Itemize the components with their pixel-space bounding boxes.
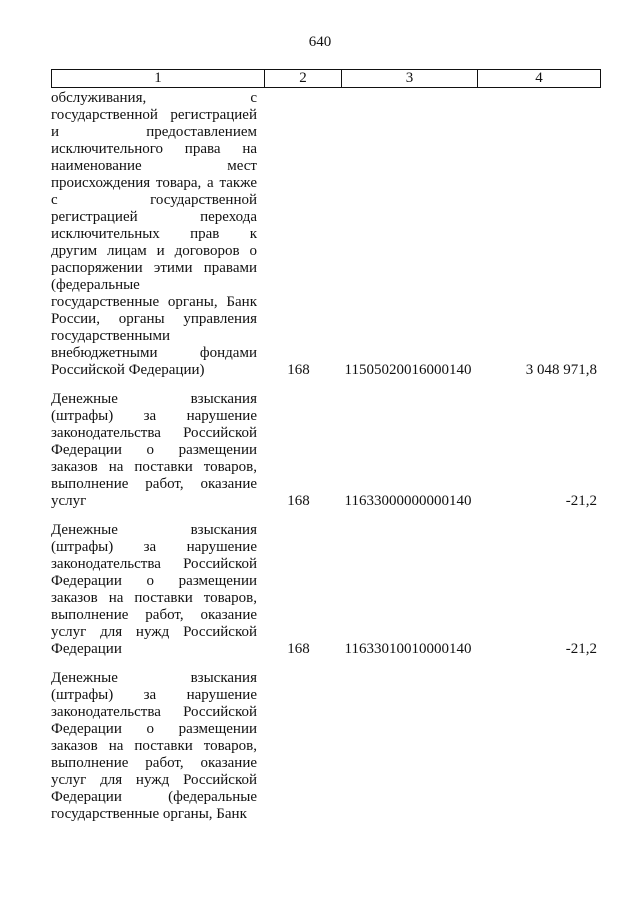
table-row xyxy=(51,670,601,823)
description-line: исключительных прав к xyxy=(51,226,257,242)
description-line: обслуживания, с xyxy=(51,90,257,106)
admin-code: 168 xyxy=(287,362,310,378)
description-line: наименование мест xyxy=(51,158,257,174)
header-col-2: 2 xyxy=(264,70,341,87)
description-line: Федерации о размещении xyxy=(51,573,257,589)
budget-classification-code: 11633010010000140 xyxy=(344,641,472,657)
header-col-3: 3 xyxy=(341,70,477,87)
description-line: Денежные взыскания xyxy=(51,522,257,538)
table-header-row xyxy=(51,69,601,88)
row-description xyxy=(51,391,257,510)
description-line: Денежные взыскания xyxy=(51,391,257,407)
description-line: государственной регистрацией xyxy=(51,107,257,123)
table-row xyxy=(51,391,601,510)
description-line: Федерации xyxy=(51,641,122,657)
description-line: услуг xyxy=(51,493,87,509)
description-line: услуг для нужд Российской xyxy=(51,624,257,640)
row-description xyxy=(51,522,257,658)
header-col-1: 1 xyxy=(154,70,162,86)
description-line: выполнение работ, оказание xyxy=(51,476,257,492)
description-line: законодательства Российской xyxy=(51,704,257,720)
description-line: выполнение работ, оказание xyxy=(51,607,257,623)
budget-classification-code: 11505020016000140 xyxy=(344,362,472,378)
description-line: исключительного права на xyxy=(51,141,257,157)
description-line: другим лицам и договоров о xyxy=(51,243,257,259)
description-line: услуг для нужд Российской xyxy=(51,772,257,788)
description-line: с государственной xyxy=(51,192,257,208)
description-line: (штрафы) за нарушение xyxy=(51,687,257,703)
description-line: Федерации о размещении xyxy=(51,721,257,737)
description-line: заказов на поставки товаров, xyxy=(51,459,257,475)
description-line: распоряжении этими правами xyxy=(51,260,257,276)
budget-table xyxy=(51,69,601,823)
amount: -21,2 xyxy=(565,493,597,509)
description-line: внебюджетными фондами xyxy=(51,345,257,361)
description-line: заказов на поставки товаров, xyxy=(51,590,257,606)
description-line: Федерации (федеральные xyxy=(51,789,257,805)
page-number: 640 xyxy=(308,34,332,50)
budget-classification-code: 11633000000000140 xyxy=(344,493,472,509)
header-col-4: 4 xyxy=(477,70,600,87)
amount: 3 048 971,8 xyxy=(525,362,597,378)
description-line: регистрацией перехода xyxy=(51,209,257,225)
description-line: заказов на поставки товаров, xyxy=(51,738,257,754)
description-line: Денежные взыскания xyxy=(51,670,257,686)
description-line: государственными xyxy=(51,328,170,344)
admin-code: 168 xyxy=(287,641,310,657)
admin-code: 168 xyxy=(287,493,310,509)
description-line: (федеральные xyxy=(51,277,140,293)
description-line: государственные органы, Банк xyxy=(51,294,257,310)
description-line: Федерации о размещении xyxy=(51,442,257,458)
row-description xyxy=(51,670,257,823)
description-line: (штрафы) за нарушение xyxy=(51,539,257,555)
description-line: государственные органы, Банк xyxy=(51,806,247,822)
description-line: законодательства Российской xyxy=(51,425,257,441)
amount: -21,2 xyxy=(565,641,597,657)
table-row xyxy=(51,522,601,658)
description-line: Российской Федерации) xyxy=(51,362,205,378)
table-row xyxy=(51,90,601,379)
description-line: (штрафы) за нарушение xyxy=(51,408,257,424)
description-line: и предоставлением xyxy=(51,124,257,140)
description-line: выполнение работ, оказание xyxy=(51,755,257,771)
row-description xyxy=(51,90,257,379)
description-line: происхождения товара, а также xyxy=(51,175,257,191)
description-line: России, органы управления xyxy=(51,311,257,327)
table-body xyxy=(51,90,601,823)
description-line: законодательства Российской xyxy=(51,556,257,572)
